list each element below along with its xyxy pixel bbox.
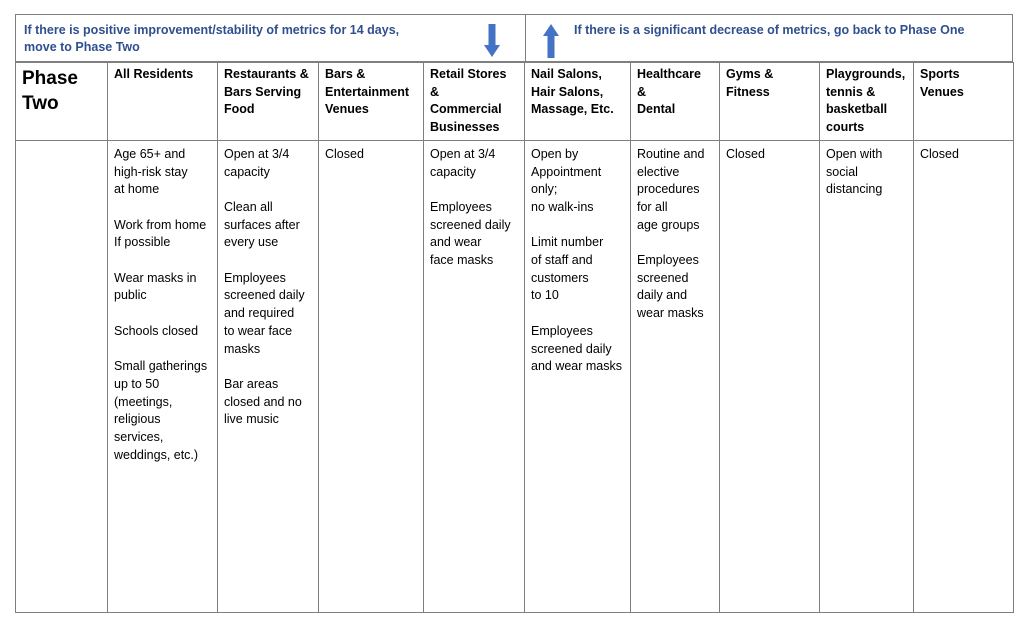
rule-line: screened — [637, 270, 689, 285]
rule-line: age groups — [637, 217, 700, 232]
rule-item — [531, 323, 624, 376]
rule-item — [726, 146, 813, 164]
header-line: Venues — [325, 102, 369, 117]
rule-item — [920, 146, 1007, 164]
rule-item — [531, 146, 624, 217]
header-line: Nail Salons, — [531, 67, 602, 81]
rule-item — [224, 376, 312, 429]
rule-line: Employees — [224, 270, 286, 285]
header-line: basketball — [826, 102, 888, 117]
header-salons — [525, 63, 631, 141]
header-gyms — [720, 63, 820, 141]
rules-restaurants — [218, 140, 319, 612]
rule-line: up to 50 — [114, 376, 160, 391]
rule-line: Wear masks in — [114, 270, 197, 285]
rule-line: customers — [531, 270, 589, 285]
rule-line: masks — [224, 341, 261, 356]
header-line: Bars & — [325, 67, 366, 81]
rule-line: at home — [114, 182, 160, 197]
rule-item — [430, 199, 518, 270]
rule-item — [325, 146, 417, 164]
rule-line: Employees — [430, 199, 492, 214]
banner-left-line1: If there is positive improvement/stability of metrics for 14 days, — [24, 23, 400, 37]
rule-item — [114, 323, 211, 341]
rule-line: no walk-ins — [531, 199, 594, 214]
rules-sports-venues — [914, 140, 1014, 612]
phase-two-table — [15, 62, 1014, 613]
rule-line: elective — [637, 164, 680, 179]
rule-line: Open at 3/4 — [224, 146, 290, 161]
rule-line: distancing — [826, 182, 883, 197]
rule-line: Appointment — [531, 164, 602, 179]
rule-line: for all — [637, 199, 668, 214]
rule-line: religious — [114, 412, 161, 427]
rule-line: Closed — [325, 146, 364, 161]
rule-line: Open at 3/4 — [430, 146, 496, 161]
rule-item — [114, 358, 211, 464]
rule-line: Limit number — [531, 235, 604, 250]
header-line: All Residents — [114, 67, 194, 81]
rule-line: Open by — [531, 146, 579, 161]
header-line: Restaurants & — [224, 67, 309, 81]
rules-bars-entertainment — [319, 140, 424, 612]
rule-line: Small gatherings — [114, 359, 208, 374]
rule-line: of staff and — [531, 253, 593, 268]
rule-line: and wear masks — [531, 359, 623, 374]
header-line: Commercial — [430, 102, 502, 117]
rule-line: daily and — [637, 288, 688, 303]
rules-retail-stores — [424, 140, 525, 612]
rule-line: and required — [224, 306, 295, 321]
header-row — [16, 63, 1014, 141]
header-line: Venues — [920, 84, 964, 99]
header-line: Retail Stores & — [430, 67, 507, 99]
header-bars-entertainment — [319, 63, 424, 141]
header-line: Food — [224, 102, 255, 117]
rule-line: high-risk stay — [114, 164, 188, 179]
rule-line: capacity — [430, 164, 476, 179]
header-playgrounds — [820, 63, 914, 141]
header-healthcare — [631, 63, 720, 141]
rule-item — [637, 252, 713, 323]
phase-title-line2: Two — [22, 93, 59, 114]
header-line: Bars Serving — [224, 84, 302, 99]
header-line: Playgrounds, — [826, 67, 906, 81]
rule-line: If possible — [114, 235, 171, 250]
rule-line: capacity — [224, 164, 270, 179]
rule-line: Employees — [637, 253, 699, 268]
rule-line: weddings, etc.) — [114, 447, 199, 462]
rule-line: screened daily — [224, 288, 305, 303]
banner-left-line2: move to Phase Two — [24, 40, 140, 54]
header-line: Dental — [637, 102, 676, 117]
rule-line: screened daily — [430, 217, 511, 232]
rules-playgrounds — [820, 140, 914, 612]
rule-line: closed and no — [224, 394, 302, 409]
header-all-residents — [108, 63, 218, 141]
rule-line: (meetings, — [114, 394, 173, 409]
phase-empty-cell — [16, 140, 108, 612]
rule-item — [114, 217, 211, 252]
rule-item — [224, 146, 312, 181]
rule-line: only; — [531, 182, 558, 197]
rule-line: Age 65+ and — [114, 146, 186, 161]
rule-line: Closed — [920, 146, 959, 161]
arrow-up-icon — [543, 24, 559, 58]
rule-item — [531, 234, 624, 305]
rule-item — [224, 199, 312, 252]
rule-line: Routine and — [637, 146, 705, 161]
rule-line: screened daily — [531, 341, 612, 356]
banner-left-text — [24, 22, 399, 56]
banner-right-cell — [526, 15, 1012, 61]
header-line: Hair Salons, — [531, 84, 604, 99]
rule-line: Closed — [726, 146, 765, 161]
header-retail-stores — [424, 63, 525, 141]
phase-title-cell — [16, 63, 108, 141]
rule-item — [114, 146, 211, 199]
rule-item — [826, 146, 907, 199]
rule-line: Employees — [531, 323, 593, 338]
rule-line: surfaces after — [224, 217, 300, 232]
header-line: Massage, Etc. — [531, 102, 614, 117]
rules-gyms — [720, 140, 820, 612]
header-line: courts — [826, 120, 865, 135]
rule-line: Clean all — [224, 199, 273, 214]
rules-row — [16, 140, 1014, 612]
rule-item — [637, 146, 713, 235]
rule-item — [224, 270, 312, 359]
rule-line: Bar areas — [224, 376, 279, 391]
rule-line: services, — [114, 430, 164, 444]
rule-line: procedures — [637, 182, 700, 197]
rules-salons — [525, 140, 631, 612]
rule-line: face masks — [430, 253, 494, 268]
header-line: Fitness — [726, 84, 770, 99]
banner-left-cell — [16, 15, 526, 61]
rule-line: social — [826, 164, 858, 179]
header-restaurants — [218, 63, 319, 141]
header-line: Entertainment — [325, 84, 410, 99]
rule-item — [430, 146, 518, 181]
header-line: Healthcare & — [637, 67, 701, 99]
rules-all-residents — [108, 140, 218, 612]
rule-line: and wear — [430, 235, 482, 250]
phase-banner — [15, 14, 1013, 62]
rule-item — [114, 270, 211, 305]
header-line: Sports — [920, 67, 960, 81]
header-line: tennis & — [826, 84, 876, 99]
header-line: Businesses — [430, 120, 500, 135]
rule-line: Work from home — [114, 217, 207, 232]
rules-healthcare — [631, 140, 720, 612]
rule-line: to 10 — [531, 288, 559, 303]
rule-line: Schools closed — [114, 323, 199, 338]
phase-title-line1: Phase — [22, 68, 78, 89]
arrow-down-icon — [484, 24, 500, 58]
rule-line: live music — [224, 412, 279, 427]
rule-line: every use — [224, 235, 279, 250]
rule-line: Open with — [826, 146, 883, 161]
header-sports-venues — [914, 63, 1014, 141]
rule-line: public — [114, 288, 147, 303]
rule-line: wear masks — [637, 306, 704, 321]
rule-line: to wear face — [224, 323, 293, 338]
header-line: Gyms & — [726, 67, 774, 81]
banner-right-text: If there is a significant decrease of metrics, go back to Phase One — [574, 23, 965, 37]
